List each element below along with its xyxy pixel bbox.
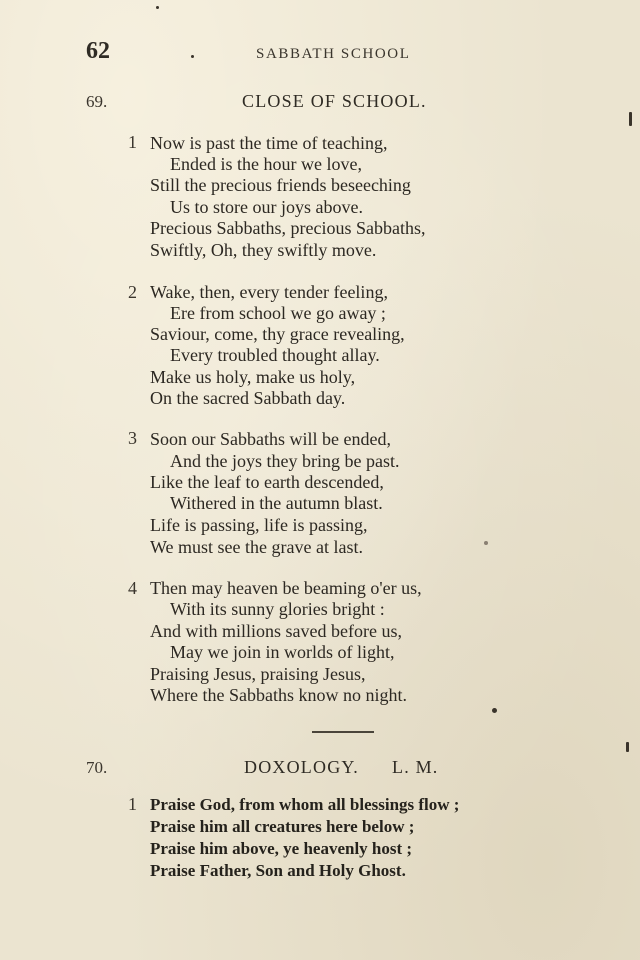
verse-line: And with millions saved before us,: [150, 621, 402, 641]
verse-line: On the sacred Sabbath day.: [150, 388, 346, 408]
verse-line: And the joys they bring be past.: [170, 451, 400, 471]
verse-line: Life is passing, life is passing,: [150, 515, 368, 535]
section-divider: [312, 731, 374, 733]
verse-line: Ended is the hour we love,: [170, 154, 362, 174]
hymn-meter: L. M.: [392, 757, 439, 777]
verse-line: Praise God, from whom all blessings flow ;: [150, 795, 460, 814]
verse-line: With its sunny glories bright :: [170, 599, 385, 619]
verse-number: 1: [128, 132, 137, 152]
verse-line: Wake, then, every tender feeling,: [150, 282, 388, 302]
verse-line: Make us holy, make us holy,: [150, 367, 356, 387]
print-blemish: [156, 6, 159, 9]
print-blemish: [191, 55, 194, 58]
verse-line: Soon our Sabbaths will be ended,: [150, 429, 391, 449]
verse-line: Swiftly, Oh, they swiftly move.: [150, 240, 377, 260]
verse-line: We must see the grave at last.: [150, 537, 363, 557]
verse-number: 2: [128, 282, 137, 302]
verse-line: Praise Father, Son and Holy Ghost.: [150, 861, 406, 880]
print-blemish: [626, 742, 629, 752]
print-blemish: [484, 541, 488, 545]
hymn-number: 69.: [86, 92, 108, 111]
verse-line: Us to store our joys above.: [170, 197, 363, 217]
verse-line: Every troubled thought allay.: [170, 345, 380, 365]
verse-line: Precious Sabbaths, precious Sabbaths,: [150, 218, 426, 238]
verse-line: Ere from school we go away ;: [170, 303, 386, 323]
verse-line: Praise him above, ye heavenly host ;: [150, 839, 413, 858]
verse-line: May we join in worlds of light,: [170, 642, 395, 662]
print-blemish: [629, 112, 632, 126]
verse-line: Still the precious friends beseeching: [150, 175, 411, 195]
verse-line: Praise him all creatures here below ;: [150, 817, 415, 836]
page-number: 62: [86, 38, 110, 64]
verse-number: 3: [128, 428, 137, 448]
verse-line: Then may heaven be beaming o'er us,: [150, 578, 422, 598]
verse-line: Praising Jesus, praising Jesus,: [150, 664, 366, 684]
hymn-title: CLOSE OF SCHOOL.: [242, 91, 427, 111]
verse-line: Saviour, come, thy grace revealing,: [150, 324, 405, 344]
hymn-title: DOXOLOGY.: [244, 757, 359, 777]
verse-line: Withered in the autumn blast.: [170, 493, 383, 513]
verse-line: Now is past the time of teaching,: [150, 133, 388, 153]
verse-line: Where the Sabbaths know no night.: [150, 685, 407, 705]
print-blemish: [492, 708, 497, 713]
verse-line: Like the leaf to earth descended,: [150, 472, 384, 492]
verse-number: 1: [128, 794, 137, 814]
hymn-number: 70.: [86, 758, 108, 777]
running-head: SABBATH SCHOOL: [256, 46, 411, 62]
verse-number: 4: [128, 578, 137, 598]
